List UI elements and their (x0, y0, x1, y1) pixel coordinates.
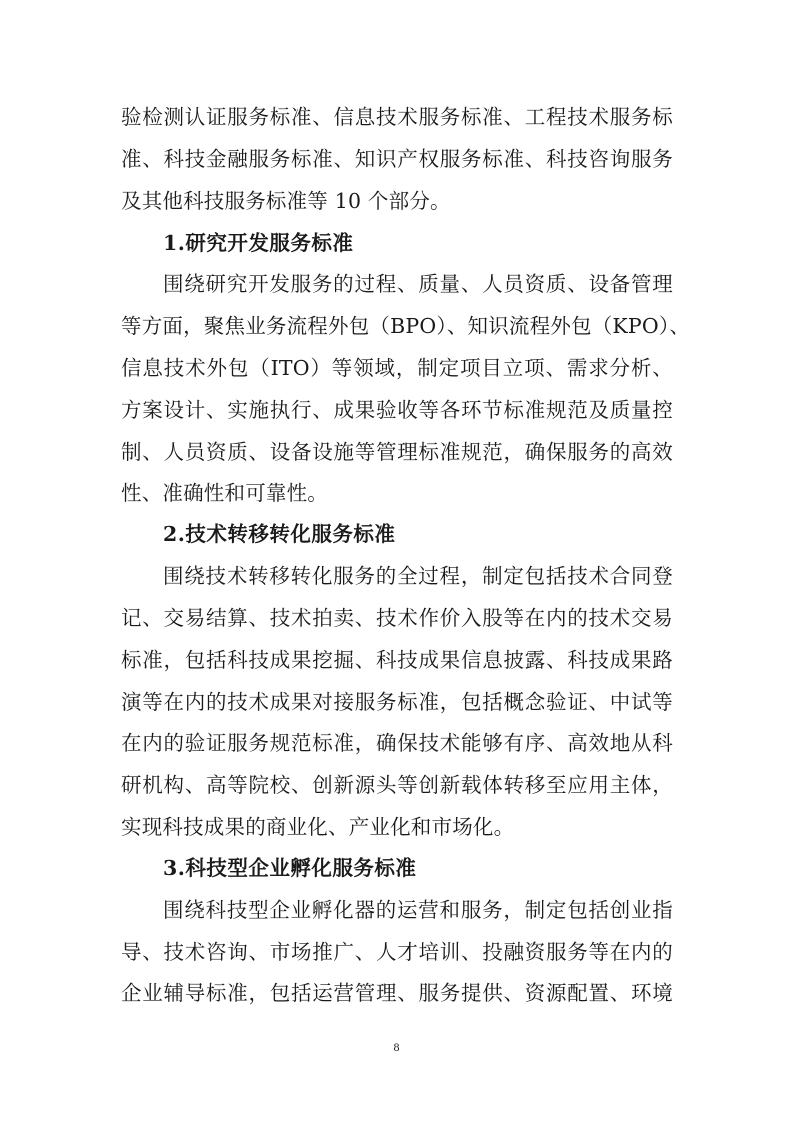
section-2-heading: 2.技术转移转化服务标准 (163, 522, 396, 546)
section-2-line-7: 实现科技成果的商业化、产业化和市场化。 (121, 815, 515, 839)
section-2-line-3: 标准，包括科技成果挖掘、科技成果信息披露、科技成果路 (121, 648, 673, 672)
section-1-line-1: 围绕研究开发服务的过程、质量、人员资质、设备管理 (163, 272, 673, 296)
section-1-line-2: 等方面，聚焦业务流程外包（BPO）、知识流程外包（KPO）、 (121, 314, 691, 338)
intro-line-3: 及其他科技服务标准等 10 个部分。 (121, 189, 451, 213)
section-3-line-1: 围绕科技型企业孵化器的运营和服务，制定包括创业指 (163, 898, 673, 922)
section-3-line-3: 企业辅导标准，包括运营管理、服务提供、资源配置、环境 (121, 981, 673, 1005)
section-2-line-6: 研机构、高等院校、创新源头等创新载体转移至应用主体， (121, 773, 673, 797)
section-1-line-5: 制、人员资质、设备设施等管理标准规范，确保服务的高效 (121, 440, 673, 464)
section-2-line-1: 围绕技术转移转化服务的全过程，制定包括技术合同登 (163, 564, 673, 588)
section-1-heading: 1.研究开发服务标准 (163, 231, 354, 255)
section-3-heading: 3.科技型企业孵化服务标准 (163, 856, 417, 880)
section-1-line-6: 性、准确性和可靠性。 (121, 481, 328, 505)
page-number: 8 (393, 1040, 400, 1054)
section-2-line-2: 记、交易结算、技术拍卖、技术作价入股等在内的技术交易 (121, 606, 673, 630)
section-2-line-4: 演等在内的技术成果对接服务标准，包括概念验证、中试等 (121, 690, 673, 714)
section-2-line-5: 在内的验证服务规范标准，确保技术能够有序、高效地从科 (121, 731, 673, 755)
intro-line-2: 准、科技金融服务标准、知识产权服务标准、科技咨询服务 (121, 147, 673, 171)
section-1-line-3: 信息技术外包（ITO）等领域，制定项目立项、需求分析、 (121, 356, 673, 380)
intro-line-1: 验检测认证服务标准、信息技术服务标准、工程技术服务标 (121, 105, 673, 129)
section-3-line-2: 导、技术咨询、市场推广、人才培训、投融资服务等在内的 (121, 940, 673, 964)
section-1-line-4: 方案设计、实施执行、成果验收等各环节标准规范及质量控 (121, 398, 673, 422)
